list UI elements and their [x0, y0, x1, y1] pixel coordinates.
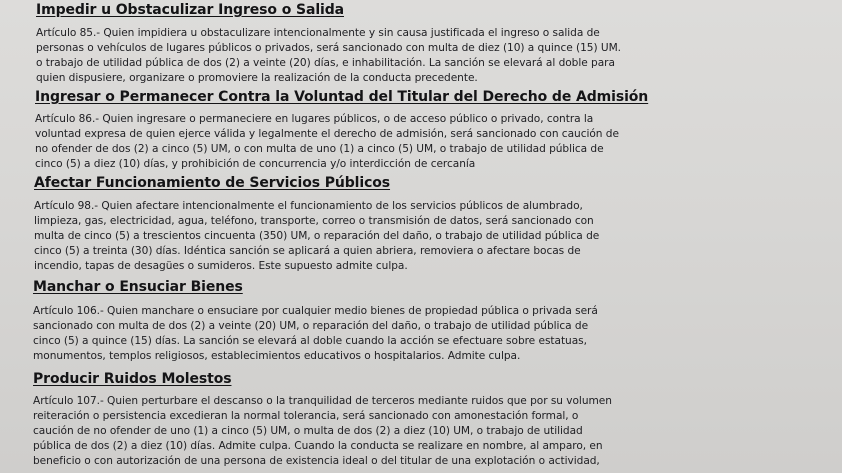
section-heading-art86: Ingresar o Permanecer Contra la Voluntad del Titular del Derecho de Admisión [35, 89, 649, 105]
paragraph-line: cinco (5) a quince (15) días. La sanción se elevará al doble cuando la acción se efectuare sobre estatuas, [33, 335, 587, 347]
paragraph-line: reiteración o persistencia excedieran la normal tolerancia, será sancionado con amonestación formal, o [33, 410, 579, 422]
paragraph-line: cinco (5) a treinta (30) días. Idéntica sanción se aplicará a quien abriera, removiera o afectare bocas de [34, 245, 581, 257]
paragraph-line: Artículo 98.- Quien afectare intencionalmente el funcionamiento de los servicios públicos de alumbrado, [34, 200, 583, 212]
paragraph-line: o trabajo de utilidad pública de dos (2) a veinte (20) días, e inhabilitación. La sanción se elevará al doble para [36, 57, 615, 69]
paragraph-line: Artículo 106.- Quien manchare o ensuciare por cualquier medio bienes de propiedad pública o privada será [33, 305, 598, 317]
paragraph-line: beneficio o con autorización de una persona de existencia ideal o del titular de una explotación o actividad, [33, 455, 600, 467]
paragraph-line: personas o vehículos de lugares públicos o privados, será sancionado con multa de diez (10) a quince (15) UM. [36, 42, 621, 54]
section-heading-art85: Impedir u Obstaculizar Ingreso o Salida [36, 2, 344, 18]
paragraph-line: limpieza, gas, electricidad, agua, teléfono, transporte, correo o transmisión de datos, será sancionado con [34, 215, 594, 227]
section-heading-art107: Producir Ruidos Molestos [33, 371, 232, 387]
paragraph-line: Artículo 85.- Quien impidiera u obstaculizare intencionalmente y sin causa justificada el ingreso o salida de [36, 27, 600, 39]
section-heading-art98: Afectar Funcionamiento de Servicios Públicos [34, 175, 391, 191]
paragraph-line: caución de no ofender de uno (1) a cinco (5) UM, o multa de dos (2) a diez (10) UM, o trabajo de utilidad [33, 425, 583, 437]
section-heading-art106: Manchar o Ensuciar Bienes [33, 279, 243, 295]
paragraph-line: no ofender de dos (2) a cinco (5) UM, o con multa de uno (1) a cinco (5) UM, o trabajo de utilidad pública de [35, 143, 604, 155]
paragraph-line: cinco (5) a diez (10) días, y prohibición de concurrencia y/o interdicción de cercanía [35, 158, 476, 170]
paragraph-line: voluntad expresa de quien ejerce válida y legalmente el derecho de admisión, será sancionado con caución de [35, 128, 619, 140]
paragraph-line: quien dispusiere, organizare o promoviere la realización de la conducta precedente. [36, 72, 478, 84]
paragraph-line: multa de cinco (5) a trescientos cincuenta (350) UM, o reparación del daño, o trabajo de utilidad pública de [34, 230, 600, 242]
paragraph-line: sancionado con multa de dos (2) a veinte (20) UM, o reparación del daño, o trabajo de utilidad pública de [33, 320, 589, 332]
paragraph-line: Artículo 107.- Quien perturbare el descanso o la tranquilidad de terceros mediante ruidos que por su volumen [33, 395, 612, 407]
paragraph-line: Artículo 86.- Quien ingresare o permaneciere en lugares públicos, o de acceso público o privado, contra la [35, 113, 594, 125]
paragraph-line: pública de dos (2) a diez (10) días. Admite culpa. Cuando la conducta se realizare en nombre, al amparo, en [33, 440, 603, 452]
paragraph-line: incendio, tapas de desagües o sumideros. Este supuesto admite culpa. [34, 260, 408, 272]
paragraph-line: monumentos, templos religiosos, establecimientos educativos o hospitalarios. Admite culpa. [33, 350, 521, 362]
